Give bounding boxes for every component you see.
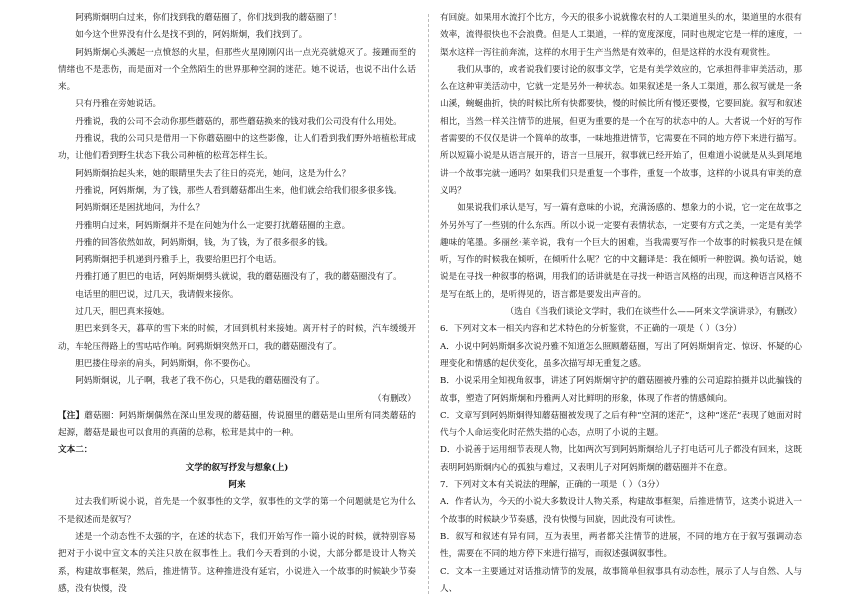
story-paragraph: 只有丹雅在旁她说话。 (75, 99, 162, 110)
story-paragraph: 胆巴搂住母亲的肩头，阿妈斯炯，你不要伤心。 (75, 358, 256, 369)
story-paragraph: 丹雅说，阿妈斯炯，为了钱，那些人看到蘑菇都出生来，他们就会给我们很多很多钱。 (75, 185, 402, 196)
story-paragraph: 丹雅的回答依然如故，阿妈斯炯，钱，为了钱，为了很多很多的钱。 (75, 237, 334, 248)
question-6: 6．下列对文本一相关内容和艺术特色的分析鉴赏，不正确的一项是（ ）（3分） (440, 324, 742, 335)
story-paragraph: 丹雅打通了胆巴的电话，阿妈斯炯劈头就说，我的蘑菇圈没有了，我的蘑菇圈没有了。 (75, 272, 402, 283)
story-paragraph: 胆巴来到冬天，暮草的雪下来的时候，才回到机村来接她。离开村子的时候，汽车缓缓开动，车轮压得路上的雪咕咕作响。阿鸦斯炯突然开口，我的蘑菇圈没有了。 (58, 324, 416, 352)
story-paragraph: 阿妈斯炯还是困扰地问，为什么？ (75, 203, 205, 214)
annotation-text: 蘑菇圈：阿妈斯炯偶然在深山里发现的蘑菇圈，传说圈里的蘑菇是山里所有同类蘑菇的起源，蘑菇是最也可以食用的真菌的总称，松茸是其中的一种。 (58, 410, 416, 439)
text2-author: 阿来 (228, 480, 246, 491)
essay-paragraph: 如果说我们承认是写，写一篇有意味的小说，充满汤感的、想象力的小说，它一定在故事之外另外写了一些别的什么东西。所以小说一定要有表情状态，一定要有方式之美，一定是有美学趣味的笔墨。多丽丝·莱辛说，我有一个巨大的困难，当我需要写作一个故事的时候我只是在倾听，写作的时候我在倾听，在倾听什么呢？它的中文翻译是：我在倾听一种腔调。换句话说，她说是在寻找一种叙事的格调，用我们的话讲就是在寻找一种语言风格的出现，而这种语言风格不是写在纸上的，是听得见的，语言都是要发出声音的。 (440, 203, 802, 300)
story-paragraph: 阿妈斯炯抬起头来，她的眼睛里失去了往日的亮光，她问，这是为什么？ (75, 168, 351, 179)
annotation (58, 408, 416, 443)
source-note: （有删改） (373, 393, 416, 404)
story-paragraph: 阿妈斯炯心头溅起一点愤怒的火星，但那些火星刚刚闪出一点光亮就熄灭了。接踵而至的情绪也不是悲伤，而是面对一个全然陌生的世界那种空洞的迷茫。她不说话，也说不出什么话来。 (58, 47, 416, 93)
question-6-option: C．文章写到阿妈斯炯得知蘑菇圈被发现了之后有种“空洞的迷茫”，这种“迷茫”表现了她面对时代与个人命运变化时茫然失措的心态，点明了小说的主题。 (440, 410, 802, 439)
question-6-option: A．小说中阿妈斯炯多次说丹雅不知道怎么照顾蘑菇圈，写出了阿妈斯炯肯定、惊讶、怀疑的心理变化和情感的起伏变化，虽多次描写却无重复之感。 (440, 341, 802, 369)
left-column (58, 10, 416, 598)
story-paragraph: 阿鸦斯炯把手机递到丹雅手上，我要给胆巴打个电话。 (75, 255, 282, 266)
essay-paragraph: 过去我们听说小说，首先是一个叙事性的文学，叙事性的文学的第一个问题就是它为什么不是叙述而是叙写？ (58, 497, 416, 525)
story-paragraph: 过几天，胆巴真来接她。 (75, 307, 170, 318)
essay-paragraph: 有回旋。如果用水流打个比方，今天的很多小说就像农村的人工渠道里头的水，渠道里的水很有效率，流得很快也不会浪费。但是人工渠道，一样的宽度深度，同时也规定它是一样的速度，一渠水这样一泻往前奔流，这样的水用于生产当然是有效率的，但是这样的水没有观赏性。 (440, 13, 802, 58)
story-paragraph: 丹雅说，我的公司不会动你那些蘑菇的，那些蘑菇换来的钱对我们公司没有什么用处。 (75, 116, 402, 127)
source-note: （选自《当我们谈论文学时，我们在谈些什么——阿来文学演讲录》，有删改） (505, 307, 802, 318)
question-6-option: D．小说善于运用细节表现人物，比如两次写到阿妈斯炯给儿子打电话可儿子都没有回来，这既表明阿妈斯炯内心的孤独与难过，又表明儿子对阿妈斯炯的蘑菇圈并不在意。 (440, 445, 802, 473)
essay-paragraph: 我们从事的，或者说我们要讨论的叙事文学，它是有美学效应的，它承担得非审美活动，那么在这种审美活动中，它就一定是另外一种状态。如果叙述是一条人工渠道，那么叙写就是一条山溪，蜿蜒曲折，快的时候比所有快都要快，慢的时候比所有慢还要慢，它要回旋。叙写和叙述相比，当然一样关注情节的进展，但更为重要的是一个在写的状态中的人。大者说一个好的写作者需要的不仅仅是讲一个简单的故事，一味地推进情节，它需要在不同的地方停下来进行描写。所以短篇小说是从语言展开的，语言一旦展开，叙事就已经开始了，但难道小说就是从头到尾地讲一个故事完就一通吗？如果我们只是重复一个事件，重复一个故事，这样的小说具有审美的意义吗？ (440, 64, 802, 196)
story-paragraph: 丹雅明白过来，阿妈斯炯并不是在问她为什么一定要打扰蘑菇圈的主意。 (75, 220, 351, 231)
story-paragraph: 丹雅说，我的公司只是借用一下你蘑菇圈中的这些影像，让人们看到我们野外培植松茸成功，让他们看到野生状态下我公司种植的松茸怎样生长。 (58, 134, 416, 162)
text2-title: 文学的叙写抒发与想象(上) (185, 462, 289, 473)
question-6-option: B．小说采用全知视角叙事，讲述了阿妈斯炯守护的蘑菇圈被丹雅的公司追踪拍摄并以此骗钱的故事，塑造了阿妈斯炯和丹雅两人对比鲜明的形象，体现了作者的情感倾向。 (440, 376, 802, 404)
annotation-label: 【注】 (58, 410, 85, 421)
essay-paragraph: 述是一个动态性不太强的字，在述的状态下，我们开始写作一篇小说的时候，就特别容易把对于小说中宣文本的关注只放在叙事性上。我们今天看到的小说，大部分都是设计人物关系，构建故事框架，然后，推进情节。这种推进没有延宕，小说进入一个故事的时候缺少节奏感，没有快慢，没 (58, 531, 416, 594)
column-divider (428, 14, 429, 594)
question-7-option: C．文本一主要通过对话推动情节的发展，故事简单但叙事具有动态性，展示了人与自然、人与人、 (440, 566, 802, 594)
story-paragraph: 如今这个世界没有什么是找不到的，阿妈斯炯，我们找到了。 (75, 30, 308, 41)
text2-label: 文本二： (58, 445, 93, 456)
question-7-option: B．叙写和叙述有异有同，互为表里，两者都关注情节的进展，不同的地方在于叙写强调动态性，需要在不同的地方停下来进行描写，而叙述强调叙事性。 (440, 531, 802, 560)
right-column (440, 10, 802, 598)
story-paragraph: 阿妈斯炯说，儿子啊，我老了我不伤心，只是我的蘑菇圈没有了。 (75, 376, 325, 387)
story-paragraph: 阿鸦斯炯明白过来，你们找到我的蘑菇圈了，你们找到我的蘑菇圈了！ (75, 13, 342, 23)
story-paragraph: 电话里的胆巴说，过几天，我请假来接你。 (75, 289, 239, 300)
question-7: 7．下列对文本有关说法的理解，正确的一项是（ ）（3分） (440, 480, 665, 491)
question-7-option: A．作者认为，今天的小说大多数设计人物关系，构建故事框架，后推进情节，这类小说进入一个故事的时候缺少节奏感，没有快慢与回旋，因此没有可读性。 (440, 497, 802, 525)
